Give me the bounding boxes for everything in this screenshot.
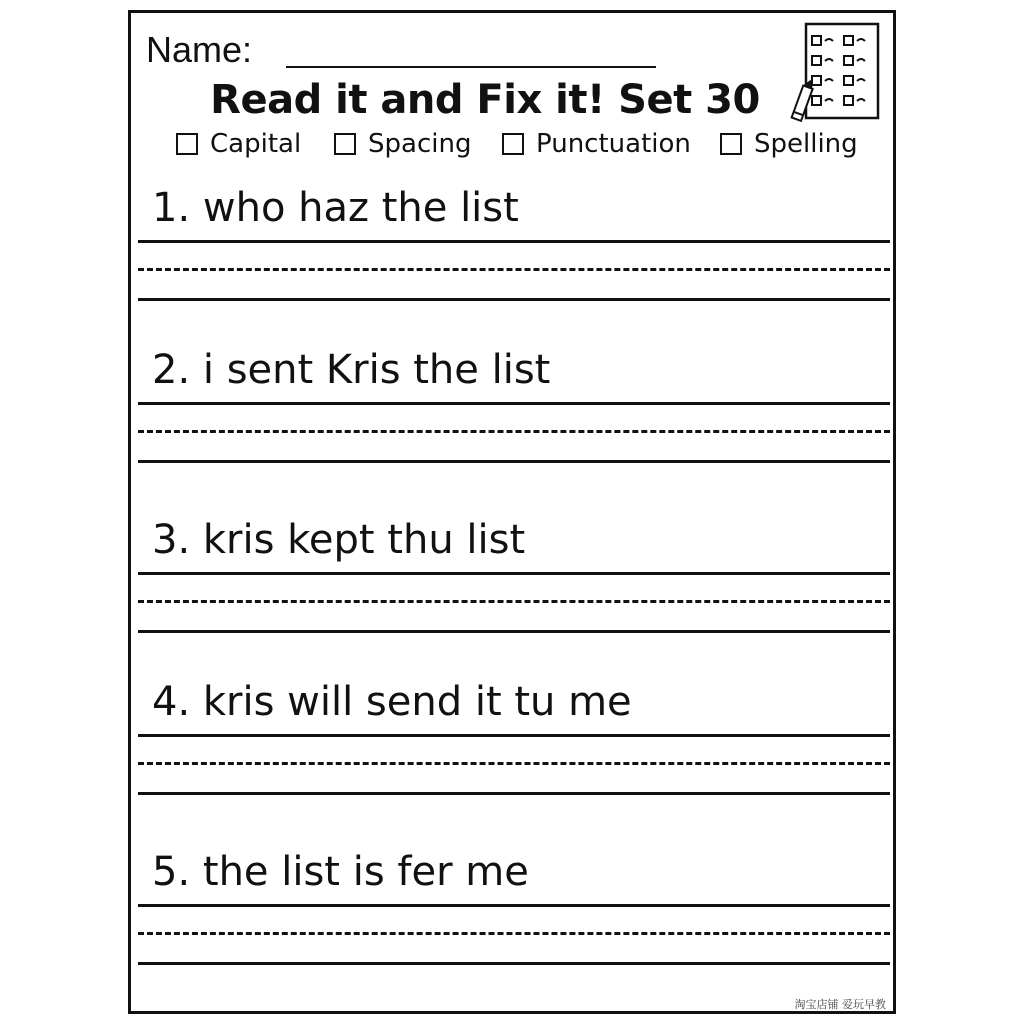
sentence-block-3	[138, 512, 890, 642]
checkbox-spacing[interactable]	[334, 133, 356, 155]
checkbox-label-spacing: Spacing	[368, 129, 472, 159]
checklist-clipboard-icon	[788, 20, 884, 124]
writing-mid-line	[138, 430, 890, 433]
writing-mid-line	[138, 600, 890, 603]
writing-mid-line	[138, 268, 890, 271]
sentence-block-1	[138, 180, 890, 310]
writing-mid-line	[138, 932, 890, 935]
writing-top-line[interactable]	[138, 734, 890, 737]
checkbox-label-punctuation: Punctuation	[536, 129, 691, 159]
checkbox-capital[interactable]	[176, 133, 198, 155]
writing-mid-line	[138, 762, 890, 765]
checklist-item-capital[interactable]	[176, 124, 301, 164]
sentence-text: 2. i sent Kris the list	[152, 347, 551, 393]
sentence-block-2	[138, 342, 890, 472]
checkbox-spelling[interactable]	[720, 133, 742, 155]
checkbox-label-capital: Capital	[210, 129, 302, 159]
sentence-text: 4. kris will send it tu me	[152, 679, 632, 725]
writing-top-line[interactable]	[138, 402, 890, 405]
name-label: Name:	[146, 29, 253, 70]
sentence-text: 5. the list is fer me	[152, 849, 529, 895]
checklist-item-punctuation[interactable]	[502, 124, 691, 164]
checklist-item-spelling[interactable]	[720, 124, 858, 164]
writing-base-line	[138, 630, 890, 633]
writing-base-line	[138, 792, 890, 795]
sentence-block-4	[138, 674, 890, 804]
writing-base-line	[138, 298, 890, 301]
checklist-item-spacing[interactable]	[334, 124, 471, 164]
writing-top-line[interactable]	[138, 240, 890, 243]
name-write-line[interactable]	[286, 66, 656, 68]
sentence-text: 1. who haz the list	[152, 185, 519, 231]
writing-base-line	[138, 460, 890, 463]
checkbox-label-spelling: Spelling	[754, 129, 858, 159]
sentence-block-5	[138, 844, 890, 974]
store-watermark: 淘宝店铺 爱玩早教	[794, 998, 886, 1011]
writing-top-line[interactable]	[138, 572, 890, 575]
checkbox-punctuation[interactable]	[502, 133, 524, 155]
writing-base-line	[138, 962, 890, 965]
writing-top-line[interactable]	[138, 904, 890, 907]
sentence-text: 3. kris kept thu list	[152, 517, 526, 563]
worksheet-title: Read it and Fix it! Set 30	[210, 77, 760, 123]
